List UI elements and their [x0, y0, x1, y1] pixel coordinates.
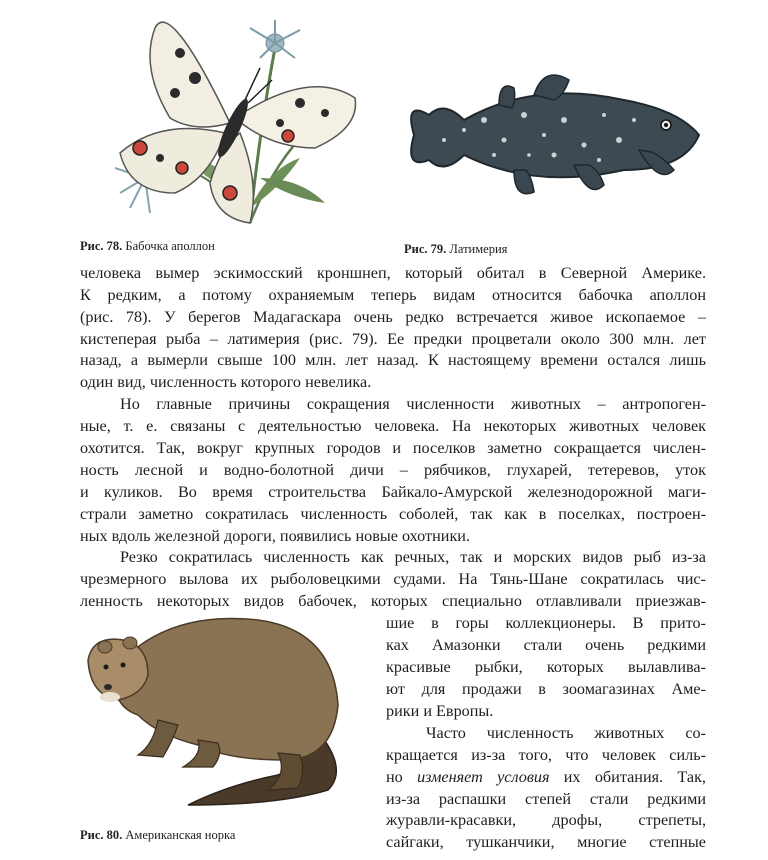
text-line: ленность некоторых видов бабочек, которых специально отлавливали приезжав- [80, 592, 706, 610]
text-line: журавли-красавки, дрофы, стрепеты, [386, 811, 706, 829]
text-line: страли заметно сократилась численность соболей, так как в поселках, построен- [80, 505, 706, 523]
coelacanth-illustration [404, 60, 704, 210]
caption-text: Латимерия [446, 242, 508, 256]
text-line [386, 767, 706, 789]
text-line: Часто численность животных со- [426, 724, 706, 742]
text-line: охотится. Так, вокруг крупных городов и поселков заметно сокращается числен- [80, 439, 706, 457]
text-line: ют для продажи в зоомагазинах Аме- [386, 680, 706, 698]
text-line: кращается из-за того, что человек силь- [386, 746, 706, 764]
text-line: Резко сократилась численность как речных, так и морских видов рыб из-за [120, 548, 706, 566]
text-line: ность лесной и водно-болотной дичи – рябчиков, глухарей, тетеревов, уток [80, 461, 706, 479]
figure-78-caption [80, 239, 215, 254]
text-line: красивые рыбки, которых вылавлива- [386, 658, 706, 676]
text-line: К редким, а потому охраняемым теперь видам относится бабочка аполлон [80, 286, 706, 304]
italic-text: изменяет условия [417, 768, 550, 786]
text-line: ных вдоль железной дороги, появились новые охотники. [80, 527, 471, 545]
text-line: один вид, численность которого невелика. [80, 373, 372, 391]
text-line: шие в горы коллекционеры. В прито- [386, 614, 706, 632]
figure-number: Рис. 78. [80, 239, 123, 253]
text-line: чрезмерного вылова их рыболовецкими судами. На Тянь-Шане сократилась чис- [80, 570, 706, 588]
caption-text: Американская норка [122, 828, 236, 842]
butterfly-apollo-illustration [100, 8, 370, 233]
text-span: но [386, 768, 418, 786]
text-line: рики и Европы. [386, 702, 494, 720]
text-line: кистеперая рыба – латимерия (рис. 79). Ее предки процветали около 300 млн. лет [80, 330, 706, 348]
figure-number: Рис. 80. [80, 828, 123, 842]
text-line: из-за распашки степей стали редкими [386, 790, 706, 808]
text-line: назад, а вымерли свыше 100 млн. лет назад. К настоящему времени остался лишь [80, 351, 706, 369]
text-line: ках Амазонки стали очень редкими [386, 636, 706, 654]
text-line: ные, т. е. связаны с деятельностью человека. На некоторых животных человек [80, 417, 706, 435]
american-mink-illustration [78, 595, 378, 820]
figure-number: Рис. 79. [404, 242, 447, 256]
caption-text: Бабочка аполлон [122, 239, 215, 253]
text-line: (рис. 78). У берегов Мадагаскара очень редко встречается живое ископаемое – [80, 308, 706, 326]
text-line: и куликов. Во время строительства Байкало-Амурской железнодорожной маги- [80, 483, 706, 501]
figure-80-caption [80, 828, 235, 843]
text-line: человека вымер эскимосский кроншнеп, который обитал в Северной Америке. [80, 264, 706, 282]
text-line: Но главные причины сокращения численности животных – антропоген- [120, 395, 706, 413]
figure-79-caption [404, 242, 507, 257]
text-line: сайгаки, тушканчики, многие степные [386, 833, 706, 851]
text-span: их обитания. Так, [549, 768, 706, 786]
